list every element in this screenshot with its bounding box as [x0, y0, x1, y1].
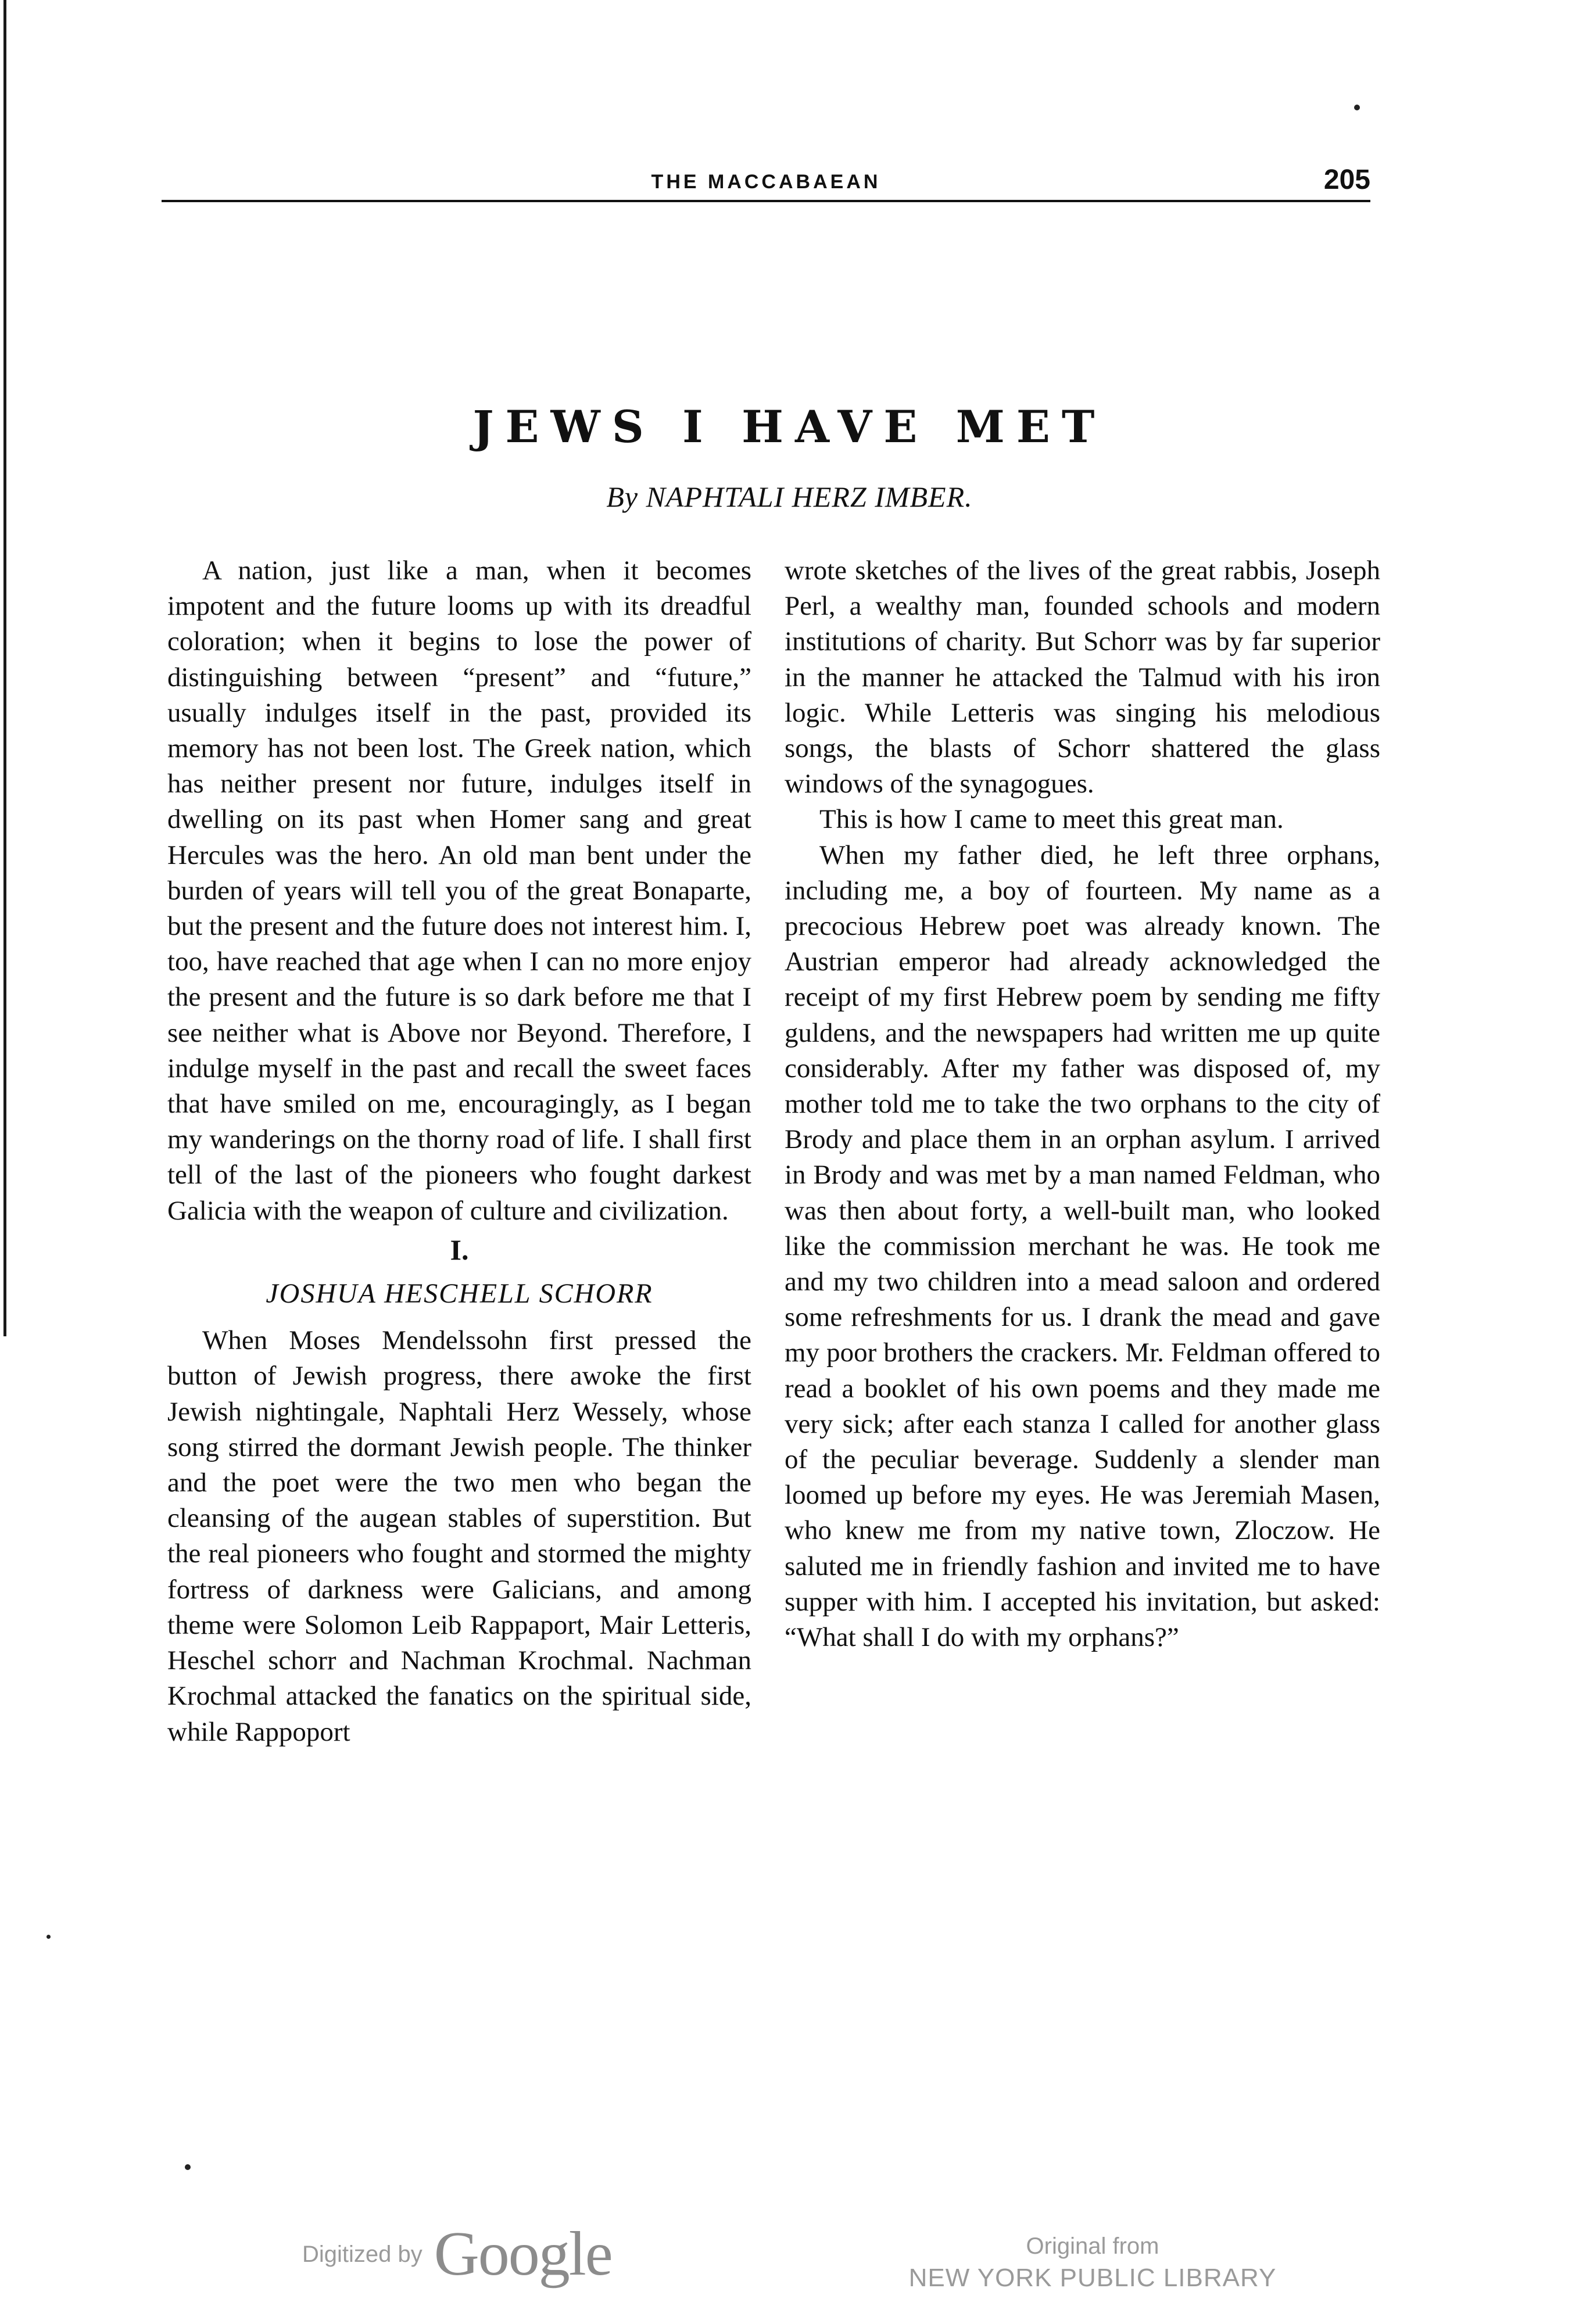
library-name: NEW YORK PUBLIC LIBRARY — [908, 2264, 1277, 2292]
ink-speck — [46, 1935, 51, 1939]
section-numeral: I. — [450, 1233, 469, 1266]
ink-speck — [1354, 105, 1360, 110]
byline: By NAPHTALI HERZ IMBER. — [606, 480, 973, 513]
google-logo: Google — [434, 2219, 612, 2289]
page-number: 205 — [1323, 164, 1370, 195]
right-column — [785, 553, 1380, 1655]
running-head — [162, 164, 1370, 202]
section-heading: JOSHUA HESCHELL SCHORR — [266, 1278, 653, 1310]
body-paragraph: This is how I came to meet this great man. — [819, 804, 1284, 835]
intro-paragraph: A nation, just like a man, when it becomes impotent and the future looms up with its dreadful coloration; when it begins to lose the power of distinguishing between “present” and “future,” usually indulges itself in the past, provided its memory has not been lost. The Greek nation, which has neither present nor future, indulges itself in dwelling on its past when Homer sang and great Hercules was the hero. An old man bent under the burden of years will tell you of the great Bonaparte, but the present and the future does not interest him. I, too, have reached that age when I can no more enjoy the present and the future is so dark before me that I see neither what is Above nor Beyond. Therefore, I indulge myself in the past and recall the sweet faces that have smiled on me, encouragingly, as I began my wanderings on the thorny road of life. I shall first tell of the last of the pioneers who fought darkest Galicia with the weapon of culture and civilization. — [167, 555, 752, 1226]
digitized-label: Digitized by — [302, 2241, 423, 2267]
page-edge — [3, 0, 6, 1336]
source-library — [907, 2231, 1279, 2295]
article-title: JEWS I HAVE MET — [472, 401, 1107, 453]
left-column — [167, 553, 751, 1750]
ink-speck — [185, 2164, 191, 2170]
original-from-label: Original from — [1026, 2233, 1159, 2259]
body-paragraph: When Moses Mendelssohn first pressed the button of Jewish progress, there awoke the first Jewish nightingale, Naphtali Herz Wessely, whose song stirred the dormant Jewish people. The thinker and the poet were the two men who began the cleansing of the augean stables of superstition. But the real pioneers who fought and stormed the mighty fortress of darkness were Galicians, and among theme were Solomon Leib Rappaport, Mair Letteris, Heschel schorr and Nachman Krochmal. Nachman Krochmal attacked the fanatics on the spiritual side, while Rappoport — [167, 1325, 751, 1747]
digitized-by-google — [302, 2219, 612, 2289]
body-paragraph: When my father died, he left three orphans, including me, a boy of fourteen. My name as a precocious Hebrew poet was already known. The Austrian emperor had already acknowledged the receipt of my first Hebrew poem by sending me fifty guldens, and the newspapers had written me up quite considerably. After my father was disposed of, my mother told me to take the two orphans to the city of Brody and place them in an orphan asylum. I arrived in Brody and was met by a man named Feldman, who was then about forty, a well-built man, who looked like the commission merchant he was. He took me and my two children into a mead saloon and ordered some refreshments for us. I drank the mead and gave my poor brothers the crackers. Mr. Feldman offered to read a booklet of his own poems and they made me very sick; after each stanza I called for another glass of the peculiar beverage. Suddenly a slender man loomed up before my eyes. He was Jeremiah Masen, who knew me from my native town, Zloczow. He saluted me in friendly fashion and invited me to have supper with him. I accepted his invitation, but asked: “What shall I do with my orphans?” — [785, 840, 1380, 1653]
journal-title: THE MACCABAEAN — [651, 171, 881, 193]
continued-paragraph: wrote sketches of the lives of the great rabbis, Joseph Perl, a wealthy man, founded schools and modern institutions of charity. But Schorr was by far superior in the manner he attacked the Talmud with his iron logic. While Letteris was singing his melodious songs, the blasts of Schorr shattered the glass windows of the synagogues. — [785, 555, 1380, 799]
